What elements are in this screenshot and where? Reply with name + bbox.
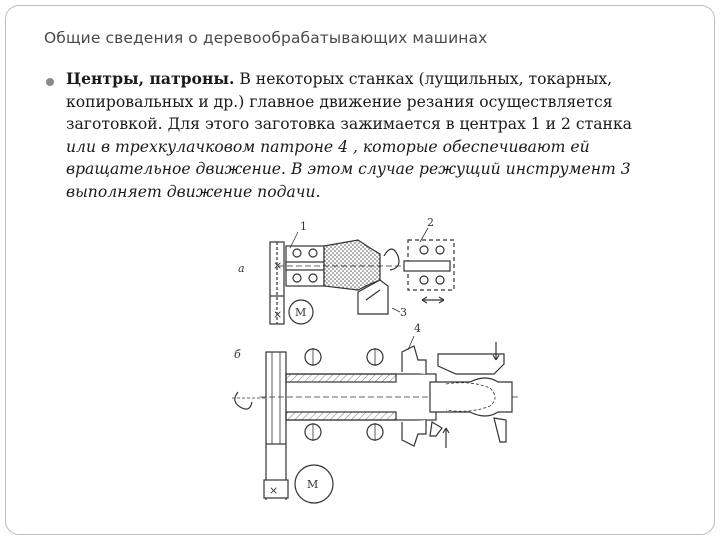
diagram-a-tail-bearing-2 [436, 246, 444, 254]
diagram-a-tail-bearing-3 [420, 276, 428, 284]
text-line-1-rest: В некоторых станках (лущильных, токарных, [234, 70, 613, 88]
diagram-b-chuck-jaw-bottom [402, 420, 426, 446]
text-line-2: копировальных и др.) главное движение резания осуществляется [66, 92, 613, 111]
diagram-b-chuck-jaw-top [402, 346, 426, 374]
diagram-a-num-1: 1 [300, 220, 307, 233]
diagram-a-belt-cross: × [273, 259, 283, 272]
diagram-b-label: б [234, 348, 241, 361]
bullet-term: Центры, патроны. [66, 69, 235, 88]
diagram-b-motor-cross: × [269, 484, 279, 497]
diagram-a-label: а [238, 262, 245, 275]
diagram-a-num-3: 3 [400, 306, 407, 319]
diagram-b-tube-wall-top [286, 374, 396, 382]
diagram-a-num-2: 2 [427, 216, 434, 229]
diagram-b-tool-3 [494, 418, 506, 442]
diagram-b-motor-label: М [307, 478, 319, 491]
text-line-6-italic: выполняет движение подачи. [66, 182, 321, 201]
diagram-a-leader-3 [392, 308, 400, 312]
diagram-b-workpiece [430, 378, 512, 416]
diagram-b-pulley [266, 352, 286, 444]
diagram-a [270, 228, 454, 324]
diagram-a-motor-label: М [295, 306, 307, 319]
text-line-3: заготовкой. Для этого заготовка зажимается в центрах 1 и 2 станка [66, 115, 632, 133]
diagram-b-rotation-arrow [235, 392, 252, 409]
diagram-b-tube-wall-bottom [286, 412, 396, 420]
diagram-a-motor-cross: × [273, 308, 283, 321]
diagram-a-tail-bearing-4 [436, 276, 444, 284]
diagram-b [232, 336, 520, 503]
diagram-a-rotation-arrow [384, 249, 399, 270]
diagram-a-workpiece [324, 240, 380, 290]
diagram-b-tool-1 [430, 422, 442, 436]
text-line-5-italic: вращательное движение. В этом случае режущий инструмент 3 [66, 160, 631, 178]
diagram-a-tail-bearing-1 [420, 246, 428, 254]
text-line-4-italic: или в трехкулачковом патроне 4 , которые обеспечивают ей [66, 137, 590, 156]
diagram-a-tail-quill [404, 261, 450, 271]
diagram-b-num-4: 4 [414, 322, 421, 335]
slide-title: Общие сведения о деревообрабатывающих машинах [44, 29, 488, 47]
